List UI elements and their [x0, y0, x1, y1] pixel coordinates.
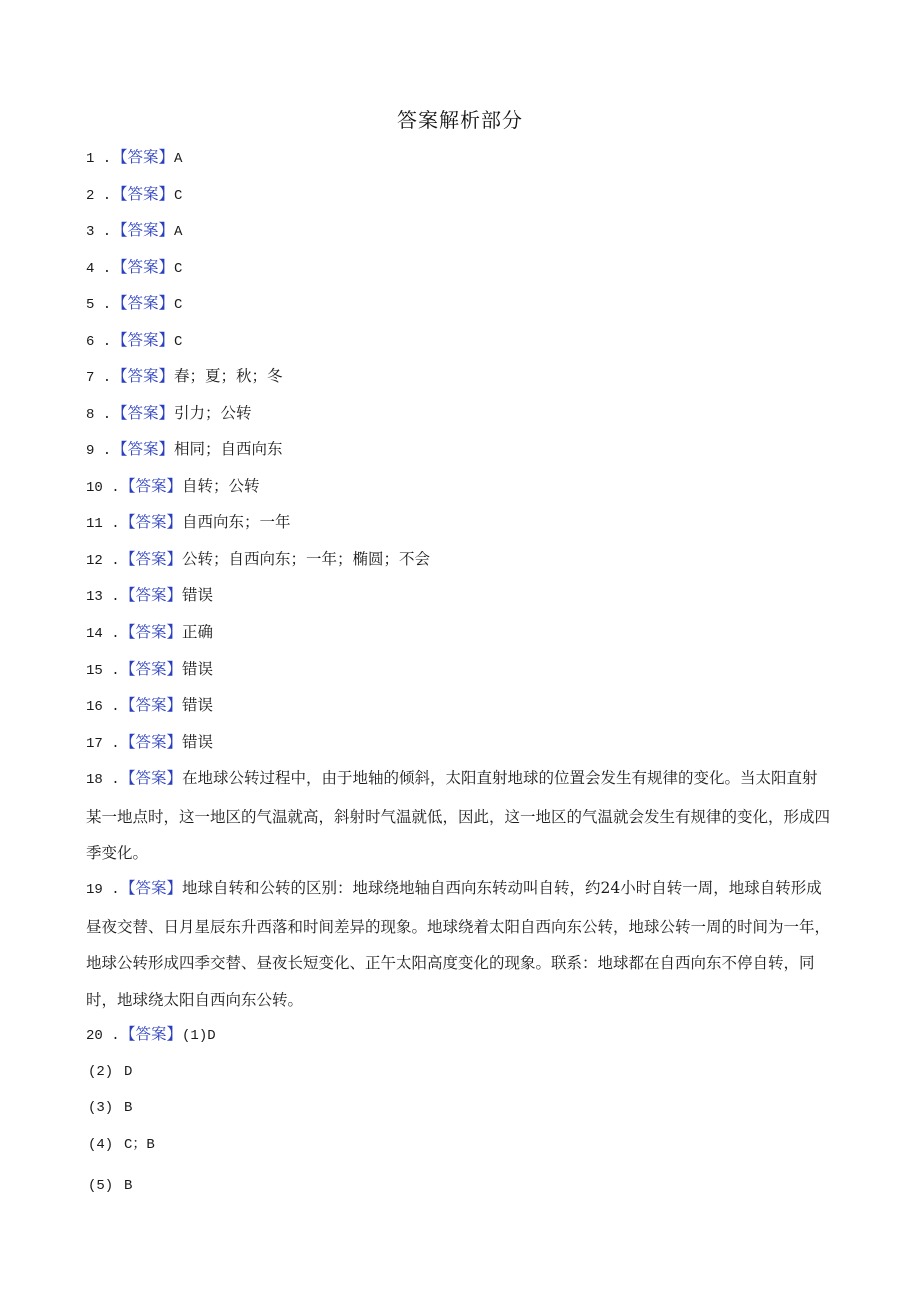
answer-text: 错误 [182, 696, 214, 714]
answer-text: C [174, 188, 183, 204]
answer-number: 5 . [86, 297, 112, 313]
answer-tag: 【答案】 [112, 294, 175, 312]
answer-item-6 [86, 322, 831, 361]
answer-tag: 【答案】 [120, 513, 183, 531]
answer-item-12 [86, 541, 831, 580]
answer-item-16 [86, 687, 831, 726]
answer-text: 春；夏；秋；冬 [174, 367, 283, 385]
answer-item-2 [86, 176, 831, 215]
answer-item-19 [86, 870, 831, 1018]
answer-number: 17 . [86, 736, 120, 752]
answer-number: 18 . [86, 772, 120, 788]
answer-number: 8 . [86, 407, 112, 423]
answer-number: 10 . [86, 480, 120, 496]
answer-number: 20 . [86, 1028, 120, 1044]
answer-item-10 [86, 468, 831, 507]
answer-text: C [174, 261, 183, 277]
answer-tag: 【答案】 [112, 185, 175, 203]
answer-tag: 【答案】 [120, 623, 183, 641]
answer-item-5 [86, 285, 831, 324]
answer-number: 11 . [86, 516, 120, 532]
subpart-item-4 [88, 1135, 155, 1155]
answer-tag: 【答案】 [112, 367, 175, 385]
answer-number: 1 . [86, 151, 112, 167]
answer-item-3 [86, 212, 831, 251]
subpart-label: (4) [88, 1137, 114, 1153]
answer-text: 正确 [182, 623, 214, 641]
answer-text: A [174, 224, 183, 240]
answer-tag: 【答案】 [120, 879, 183, 897]
answer-number: 2 . [86, 188, 112, 204]
answer-text: 错误 [182, 733, 214, 751]
answer-tag: 【答案】 [120, 1025, 183, 1043]
subpart-text: D [124, 1064, 133, 1080]
answer-number: 15 . [86, 663, 120, 679]
answer-tag: 【答案】 [120, 477, 183, 495]
answer-number: 19 . [86, 882, 120, 898]
answer-item-14 [86, 614, 831, 653]
subpart-label: (3) [88, 1100, 114, 1116]
answer-tag: 【答案】 [120, 550, 183, 568]
answer-text: 错误 [182, 660, 214, 678]
answer-item-20 [86, 1016, 831, 1055]
answer-item-8 [86, 395, 831, 434]
answer-tag: 【答案】 [112, 148, 175, 166]
answer-number: 4 . [86, 261, 112, 277]
answer-item-9 [86, 431, 831, 470]
subpart-label: (5) [88, 1178, 114, 1194]
answer-item-1 [86, 139, 831, 178]
answer-number: 3 . [86, 224, 112, 240]
answer-tag: 【答案】 [120, 586, 183, 604]
page-title: 答案解析部分 [397, 108, 523, 132]
answer-tag: 【答案】 [120, 769, 183, 787]
answer-item-7 [86, 358, 831, 397]
answer-tag: 【答案】 [120, 696, 183, 714]
answer-item-18 [86, 760, 831, 872]
subpart-label: (2) [88, 1064, 114, 1080]
answer-text: 在地球公转过程中，由于地轴的倾斜，太阳直射地球的位置会发生有规律的变化。当太阳直射某一地点时，这一地区的气温就高，斜射时气温就低，因此，这一地区的气温就会发生有规律的变化，形成四季变化。 [86, 769, 831, 862]
answer-tag: 【答案】 [112, 221, 175, 239]
answer-item-17 [86, 724, 831, 763]
answer-number: 13 . [86, 589, 120, 605]
answer-item-4 [86, 249, 831, 288]
answer-tag: 【答案】 [112, 258, 175, 276]
answer-text: 地球自转和公转的区别：地球绕地轴自西向东转动叫自转，约24小时自转一周，地球自转形成昼夜交替、日月星辰东升西落和时间差异的现象。地球绕着太阳自西向东公转，地球公转一周的时间为一年，地球公转形成四季交替、昼夜长短变化、正午太阳高度变化的现象。联系：地球都在自西向东不停自转，同时，地球绕太阳自西向东公转。 [86, 879, 831, 1009]
answer-text: 引力；公转 [174, 404, 252, 422]
answer-tag: 【答案】 [112, 331, 175, 349]
subpart-text: B [124, 1100, 133, 1116]
subpart-item-3 [88, 1098, 132, 1118]
subpart-text: B [124, 1178, 133, 1194]
answer-text: 错误 [182, 586, 214, 604]
answer-text: C [174, 297, 183, 313]
subpart-item-5 [88, 1176, 132, 1196]
answer-text: C [174, 334, 183, 350]
answer-item-13 [86, 577, 831, 616]
answer-number: 12 . [86, 553, 120, 569]
answer-tag: 【答案】 [112, 440, 175, 458]
answer-text: 公转；自西向东；一年；椭圆；不会 [182, 550, 431, 568]
answer-text: A [174, 151, 183, 167]
answer-item-11 [86, 504, 831, 543]
subpart-item-2 [88, 1062, 132, 1082]
answer-number: 6 . [86, 334, 112, 350]
answer-tag: 【答案】 [120, 660, 183, 678]
answer-text: (1)D [182, 1028, 216, 1044]
answer-number: 9 . [86, 443, 112, 459]
answer-number: 7 . [86, 370, 112, 386]
answer-text: 相同；自西向东 [174, 440, 283, 458]
subpart-text: C；B [124, 1137, 155, 1153]
answer-number: 16 . [86, 699, 120, 715]
answer-number: 14 . [86, 626, 120, 642]
answer-item-15 [86, 651, 831, 690]
answer-text: 自转；公转 [182, 477, 260, 495]
answer-tag: 【答案】 [120, 733, 183, 751]
answer-text: 自西向东；一年 [182, 513, 291, 531]
answer-tag: 【答案】 [112, 404, 175, 422]
